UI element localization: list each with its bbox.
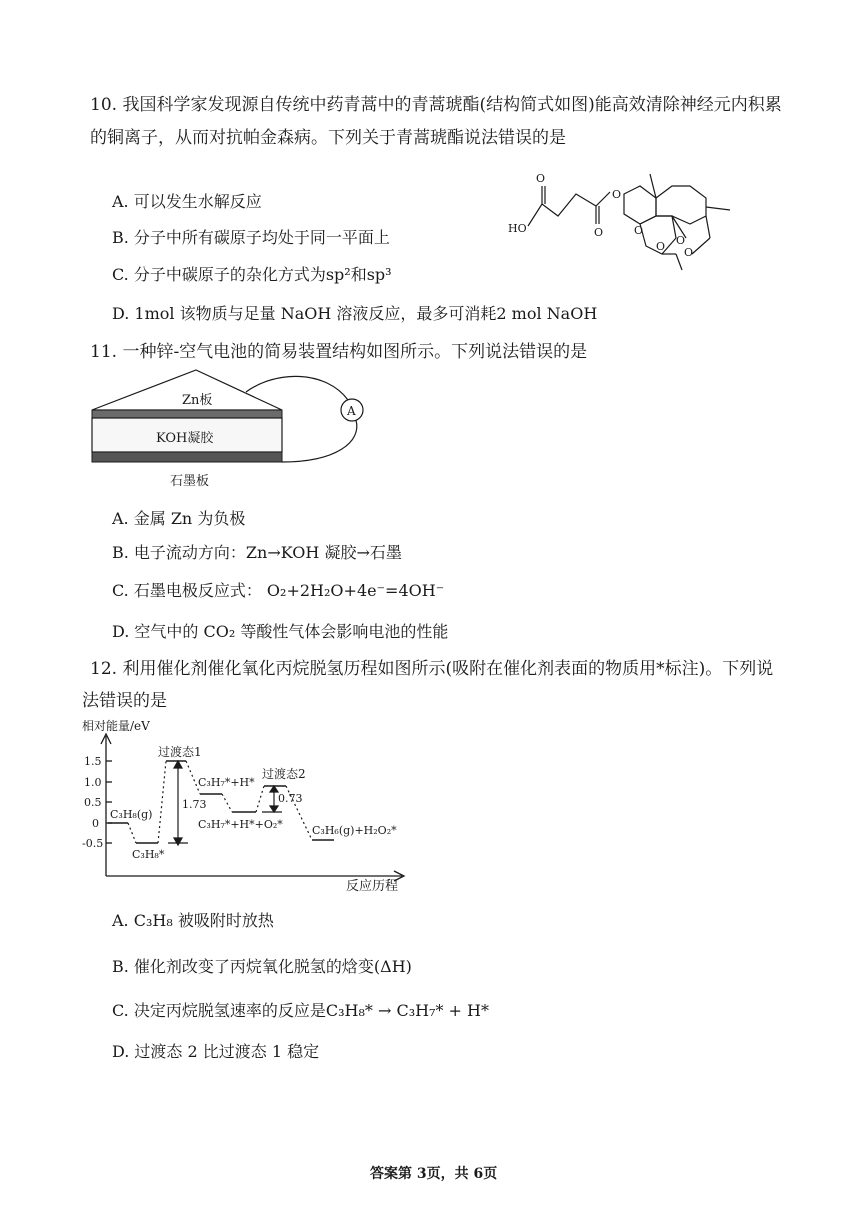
energy-profile-diagram (82, 716, 422, 892)
q12-stem-line2: 法错误的是 (82, 691, 167, 711)
q11-option-a: A. 金属 Zn 为负极 (112, 509, 246, 528)
o-label-peroxide2: O (684, 246, 694, 259)
zn-plate-label: Zn板 (182, 393, 213, 408)
artesunate-structure (500, 150, 770, 285)
q12-option-d: D. 过渡态 2 比过渡态 1 稳定 (112, 1042, 320, 1061)
q10-option-c: C. 分子中碳原子的杂化方式为sp²和sp³ (112, 265, 392, 284)
state-c3h7-h: C₃H₇*+H* (198, 776, 255, 789)
state-c3h6-h2o2: C₃H₆(g)+H₂O₂* (312, 824, 397, 837)
koh-gel-label: KOH凝胶 (156, 431, 214, 446)
page-footer: 答案第 3页，共 6页 (370, 1166, 498, 1182)
barrier-1-73: 1.73 (182, 798, 207, 811)
q12-option-a: A. C₃H₈ 被吸附时放热 (112, 911, 274, 930)
state-c3h7-h-o2: C₃H₇*+H*+O₂* (198, 818, 283, 831)
y-axis-label: 相对能量/eV (82, 719, 150, 733)
o-label-peroxide1: O (676, 234, 686, 247)
q10-stem-line2: 的铜离子，从而对抗帕金森病。下列关于青蒿琥酯说法错误的是 (90, 128, 566, 148)
o-label-link: O (612, 188, 622, 201)
q10-option-d: D. 1mol 该物质与足量 NaOH 溶液反应，最多可消耗2 mol NaOH (112, 304, 598, 323)
o-label-ring2: O (656, 240, 666, 253)
q12-option-c: C. 决定丙烷脱氢速率的反应是C₃H₈* → C₃H₇* + H* (112, 1001, 490, 1020)
o-label-acid: O (536, 172, 546, 185)
barrier-0-73: 0.73 (278, 792, 303, 805)
x-axis-label: 反应历程 (346, 879, 399, 892)
y-tick-1-5: 1.5 (84, 755, 102, 768)
y-tick-0: 0 (92, 817, 99, 830)
q12-option-b: B. 催化剂改变了丙烷氧化脱氢的焓变(ΔH) (112, 957, 412, 976)
q11-option-b: B. 电子流动方向：Zn→KOH 凝胶→石墨 (112, 543, 402, 562)
zinc-air-battery-diagram (86, 362, 386, 492)
graphite-plate-label: 石墨板 (170, 474, 210, 489)
state-c3h8-ads: C₃H₈* (132, 848, 165, 861)
q11-option-d: D. 空气中的 CO₂ 等酸性气体会影响电池的性能 (112, 622, 449, 641)
q12-stem-line1: 12. 利用催化剂催化氧化丙烷脱氢历程如图所示(吸附在催化剂表面的物质用*标注)。下列说 (90, 659, 774, 679)
q10-option-a: A. 可以发生水解反应 (112, 192, 262, 211)
q11-stem: 11. 一种锌-空气电池的简易装置结构如图所示。下列说法错误的是 (90, 342, 588, 362)
y-tick-neg-0-5: -0.5 (82, 837, 104, 850)
q11-option-c: C. 石墨电极反应式： O₂+2H₂O+4e⁻=4OH⁻ (112, 581, 445, 600)
o-label-ester: O (594, 226, 604, 239)
ammeter-label: A (347, 404, 356, 418)
ts2-label: 过渡态2 (262, 767, 306, 781)
q10-stem-line1: 10. 我国科学家发现源自传统中药青蒿中的青蒿琥酯(结构简式如图)能高效清除神经元内积累 (90, 95, 782, 115)
ho-label: HO (508, 222, 527, 235)
y-tick-0-5: 0.5 (84, 796, 102, 809)
ts1-label: 过渡态1 (158, 745, 202, 759)
o-label-ring1: O (634, 224, 644, 237)
q10-option-b: B. 分子中所有碳原子均处于同一平面上 (112, 228, 390, 247)
y-tick-1-0: 1.0 (84, 776, 102, 789)
state-c3h8-gas: C₃H₈(g) (110, 808, 153, 821)
